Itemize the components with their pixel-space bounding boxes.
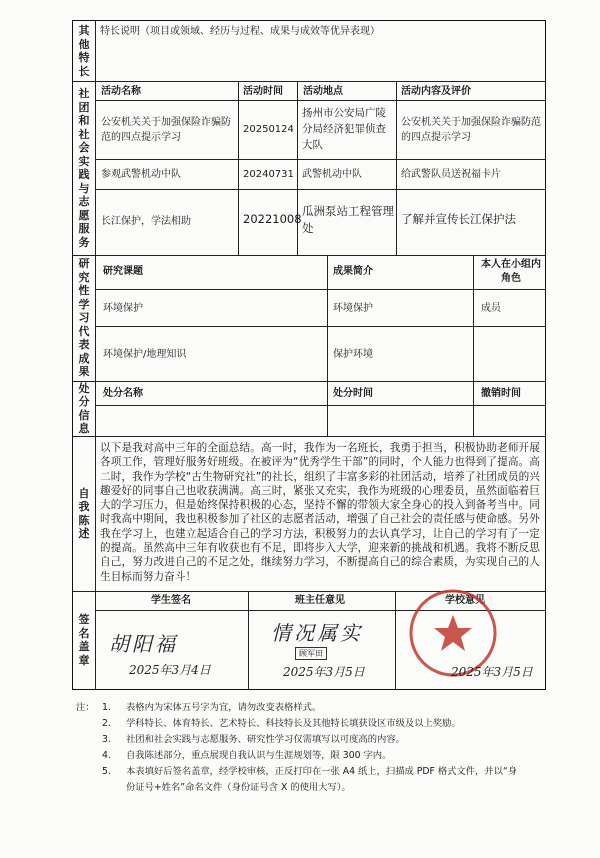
activity-time: 20240731 [243, 169, 294, 180]
student-signature-label: 学生签名 [151, 595, 191, 606]
section-char: 社 [78, 127, 90, 141]
section-char: 陈 [78, 513, 90, 527]
section-char: 处 [78, 381, 90, 395]
teacher-signature: 情况属实 [271, 621, 363, 645]
divider [327, 255, 328, 381]
section-char: 和 [78, 114, 90, 127]
divider [297, 81, 298, 255]
section-char: 名 [78, 626, 90, 640]
discipline-header-name: 处分名称 [103, 388, 143, 399]
divider [95, 189, 545, 190]
divider [95, 289, 545, 290]
note-number: 3. [102, 734, 111, 745]
note-text: 学科特长、体育特长、艺术特长、科技特长及其他特长填获设区市级及以上奖励。 [126, 718, 461, 729]
research-summary: 保护环境 [333, 349, 373, 360]
divider [473, 381, 474, 436]
section-char: 我 [78, 500, 90, 513]
note-text: 自我陈述部分，重点展现自我认识与生涯规划等，限 300 字内。 [126, 750, 392, 761]
research-role: 成员 [481, 303, 501, 314]
notes-row [76, 716, 556, 732]
notes-section [76, 700, 556, 796]
student-signature: 胡阳福 [109, 632, 178, 656]
research-header-summary: 成果简介 [333, 266, 373, 277]
note-number: 5. [102, 766, 111, 777]
divider [73, 255, 545, 256]
section-char: 习 [78, 311, 90, 325]
section-char: 其 [78, 24, 90, 37]
divider [73, 81, 545, 82]
section-char: 志 [78, 195, 90, 208]
section-char: 服 [78, 222, 90, 235]
discipline-header-time: 处分时间 [333, 388, 373, 399]
section-label-research [73, 255, 95, 381]
discipline-header-revoke: 撤销时间 [481, 388, 521, 399]
self-statement-text: 以下是我对高中三年的全面总结。高一时，我作为一名班长，我勇于担当，积极协助老师开展各项工作，管理好服务好班级。在被评为“优秀学生干部”的同时，个人能力也得到了提高。高二时，我作为学校“古生物研究社”的社长，组织了丰富多彩的社团活动，培养了社团成员的兴趣爱好的同事自己也收获满满。高三时，紧张又充实，我作为班级的心理委员，虽然面临着巨大的学习压力，但是始终保持积极的心态，坚持不懈的带领大家全身心的投入到备考当中。同时我高中期间，我也积极参加了社区的志愿者活动，增强了自己社会的责任感与使命感。另外我在学习上，也建立起适合自己的学习方法，积极努力的去认真学习，让自己的学习有了一定的提高。虽然高中三年有收获也有不足，即将步入大学，迎来新的挑战和机遇。我将不断反思自己，努力改进自己的不足之处，继续努力学习，不断提高自己的综合素质，为实现自己的人生目标而努力奋斗！ [100, 442, 540, 583]
divider [396, 81, 397, 255]
note-text: 社团和社会实践与志愿服务、研究性学习仅需填写以可度高的内容。 [126, 734, 405, 745]
teacher-name: 顾军田 [299, 649, 323, 658]
notes-row [76, 748, 556, 764]
activity-name: 公安机关关于加强保险诈骗防范的四点提示学习 [101, 117, 231, 143]
activity-place: 瓜洲泵站工程管理处 [302, 204, 394, 235]
section-char: 长 [78, 64, 90, 78]
other-skills-description: 特长说明（项目或领域、经历与过程、成果与成效等优异表现） [100, 26, 380, 37]
activity-place: 武警机动中队 [302, 169, 362, 180]
section-char: 特 [78, 51, 90, 64]
divider [473, 255, 474, 381]
note-text: 表格内为宋体五号字为宜，请勿改变表格样式。 [126, 702, 322, 713]
divider [95, 21, 96, 689]
research-header-role: 本人在小组内角色 [481, 259, 541, 284]
section-label-self-statement [73, 436, 95, 591]
evaluation-form [72, 20, 546, 690]
section-char: 章 [78, 653, 90, 667]
section-char: 签 [78, 613, 90, 626]
divider [95, 405, 545, 406]
section-char: 盖 [78, 640, 90, 653]
section-label-signature [73, 591, 95, 689]
student-sign-date: 2025年3月4日 [129, 663, 211, 677]
section-char: 实 [78, 154, 90, 168]
section-char: 愿 [78, 208, 90, 222]
section-char: 信 [78, 408, 90, 422]
section-char: 践 [78, 168, 90, 181]
activity-content: 公安机关关于加强保险诈骗防范的四点提示学习 [401, 117, 541, 143]
section-char: 表 [78, 338, 90, 352]
section-char: 述 [78, 527, 90, 540]
note-text: 本表填好后签名盖章，经学校审核，正反打印在一张 A4 纸上，扫描成 PDF 格式文件，并以“身 [126, 766, 518, 777]
activity-header-place: 活动地点 [303, 86, 343, 97]
divider [73, 436, 545, 437]
section-char: 社 [78, 87, 90, 100]
notes-row [76, 780, 556, 796]
activity-header-time: 活动时间 [243, 86, 283, 97]
research-header-topic: 研究课题 [103, 266, 143, 277]
section-char: 团 [78, 100, 90, 114]
teacher-opinion-label: 班主任意见 [295, 595, 345, 606]
section-label-discipline [73, 381, 95, 436]
activity-name: 参观武警机动中队 [101, 169, 181, 180]
divider [248, 591, 249, 689]
section-char: 果 [78, 365, 90, 379]
divider [73, 381, 545, 382]
activity-content: 了解并宣传长江保护法 [401, 212, 516, 226]
note-number: 2. [102, 718, 111, 729]
section-char: 他 [78, 37, 90, 51]
research-topic: 环境保护/地理知识 [103, 349, 187, 360]
note-number: 1. [102, 702, 111, 713]
section-char: 代 [78, 324, 90, 338]
divider [238, 81, 239, 255]
section-char: 分 [78, 395, 90, 408]
activity-header-content: 活动内容及评价 [401, 86, 471, 97]
section-char: 自 [78, 486, 90, 500]
notes-row [76, 764, 556, 780]
research-summary: 环境保护 [333, 303, 373, 314]
notes-row [76, 700, 556, 716]
notes-label: 注： [76, 702, 95, 713]
section-char: 与 [78, 181, 90, 195]
section-char: 研 [78, 257, 90, 271]
school-opinion-label: 学校意见 [445, 595, 485, 606]
activity-time: 20221008 [243, 212, 302, 226]
activity-time: 20250124 [243, 124, 294, 135]
section-char: 学 [78, 297, 90, 311]
section-char: 息 [78, 422, 90, 435]
note-text: 份证号+姓名”命名文件（身份证号含 X 的使用大写）。 [126, 782, 351, 793]
research-topic: 环境保护 [103, 303, 143, 314]
section-char: 务 [78, 235, 90, 249]
section-char: 性 [78, 284, 90, 298]
activity-name: 长江保护，学法相助 [101, 216, 191, 227]
section-char: 会 [78, 141, 90, 154]
section-label-social-practice [73, 81, 95, 255]
divider [95, 100, 545, 101]
section-label-other-skills [73, 21, 95, 81]
teacher-sign-date: 2025年3月5日 [283, 665, 365, 679]
activity-header-name: 活动名称 [101, 86, 141, 97]
school-sign-date: 2025年3月5日 [451, 665, 533, 679]
section-char: 成 [78, 351, 90, 365]
section-char: 究 [78, 270, 90, 284]
note-number: 4. [102, 750, 111, 761]
activity-content: 给武警队员送祝福卡片 [401, 169, 501, 180]
teacher-name-stamp [295, 647, 327, 660]
divider [95, 326, 545, 327]
notes-row [76, 732, 556, 748]
divider [95, 159, 545, 160]
divider [327, 381, 328, 436]
activity-place: 扬州市公安局广陵分局经济犯罪侦查大队 [302, 107, 386, 151]
